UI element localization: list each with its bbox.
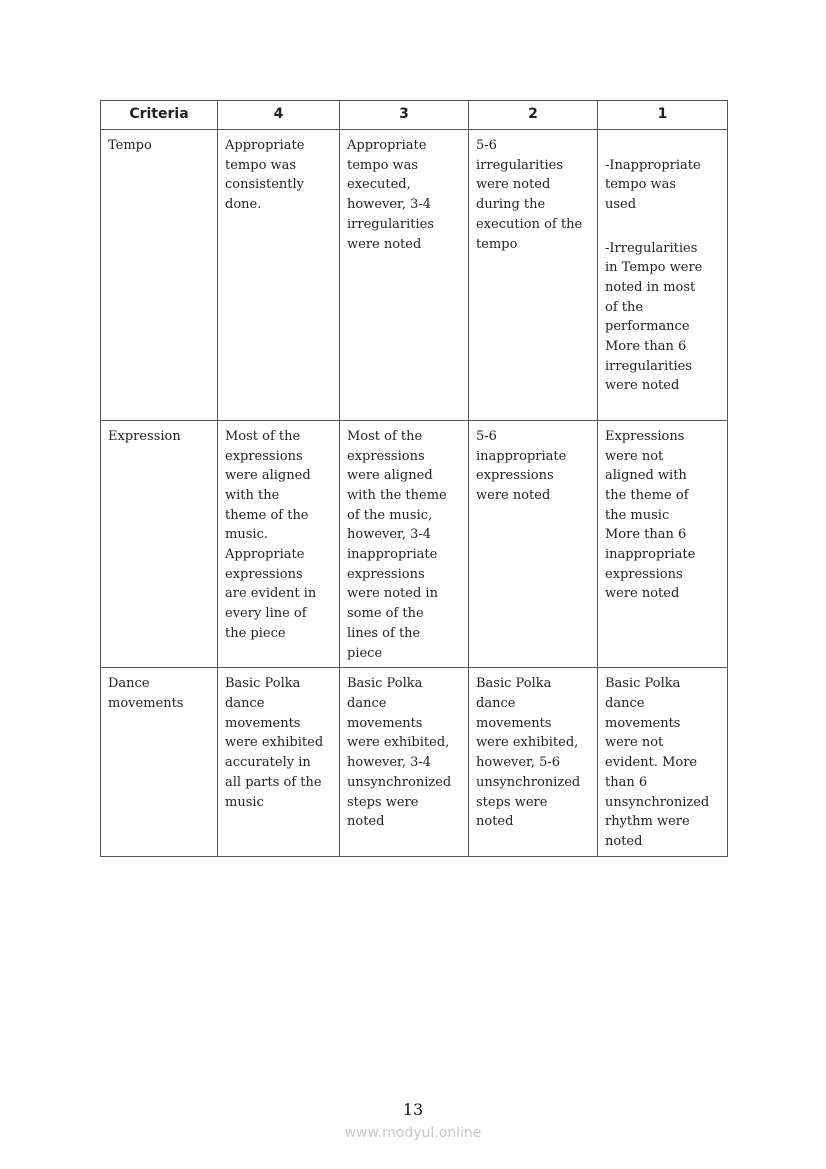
score-4-cell: Appropriate tempo was consistently done. — [218, 130, 340, 421]
table-row-dance-movements — [101, 668, 728, 856]
score-3-cell: Basic Polka dance movements were exhibited, however, 3-4 unsynchronized steps were noted — [340, 668, 469, 856]
page-number: 13 — [402, 1100, 424, 1119]
score-1-paragraph: -Inappropriate tempo was used — [605, 157, 701, 213]
score-1-paragraph: -Irregularities in Tempo were noted in most of the performance More than 6 irregularities were noted — [605, 240, 703, 394]
score-2-cell: 5-6 irregularities were noted during the execution of the tempo — [469, 130, 598, 421]
header-score-2: 2 — [469, 101, 598, 130]
watermark: www.modyul.online — [344, 1125, 482, 1141]
score-2-cell: 5-6 inappropriate expressions were noted — [469, 420, 598, 667]
score-4-cell: Most of the expressions were aligned with the theme of the music. Appropriate expressions are evident in every line of the piece — [218, 420, 340, 667]
score-4-cell: Basic Polka dance movements were exhibited accurately in all parts of the music — [218, 668, 340, 856]
header-score-1: 1 — [598, 101, 728, 130]
header-criteria: Criteria — [101, 101, 218, 130]
score-1-cell — [598, 130, 728, 421]
criteria-cell: Expression — [101, 420, 218, 667]
header-score-4: 4 — [218, 101, 340, 130]
score-3-cell: Most of the expressions were aligned with the theme of the music, however, 3-4 inappropriate expressions were noted in some of the lines of the piece — [340, 420, 469, 667]
table-row-expression — [101, 420, 728, 667]
header-score-3: 3 — [340, 101, 469, 130]
score-3-cell: Appropriate tempo was executed, however, 3-4 irregularities were noted — [340, 130, 469, 421]
table-row-tempo — [101, 130, 728, 421]
score-1-cell: Basic Polka dance movements were not evident. More than 6 unsynchronized rhythm were noted — [598, 668, 728, 856]
score-1-cell: Expressions were not aligned with the theme of the music More than 6 inappropriate expressions were noted — [598, 420, 728, 667]
score-2-cell: Basic Polka dance movements were exhibited, however, 5-6 unsynchronized steps were noted — [469, 668, 598, 856]
criteria-cell: Tempo — [101, 130, 218, 421]
header-row — [101, 101, 728, 130]
rubric-table — [100, 100, 728, 857]
criteria-cell: Dance movements — [101, 668, 218, 856]
